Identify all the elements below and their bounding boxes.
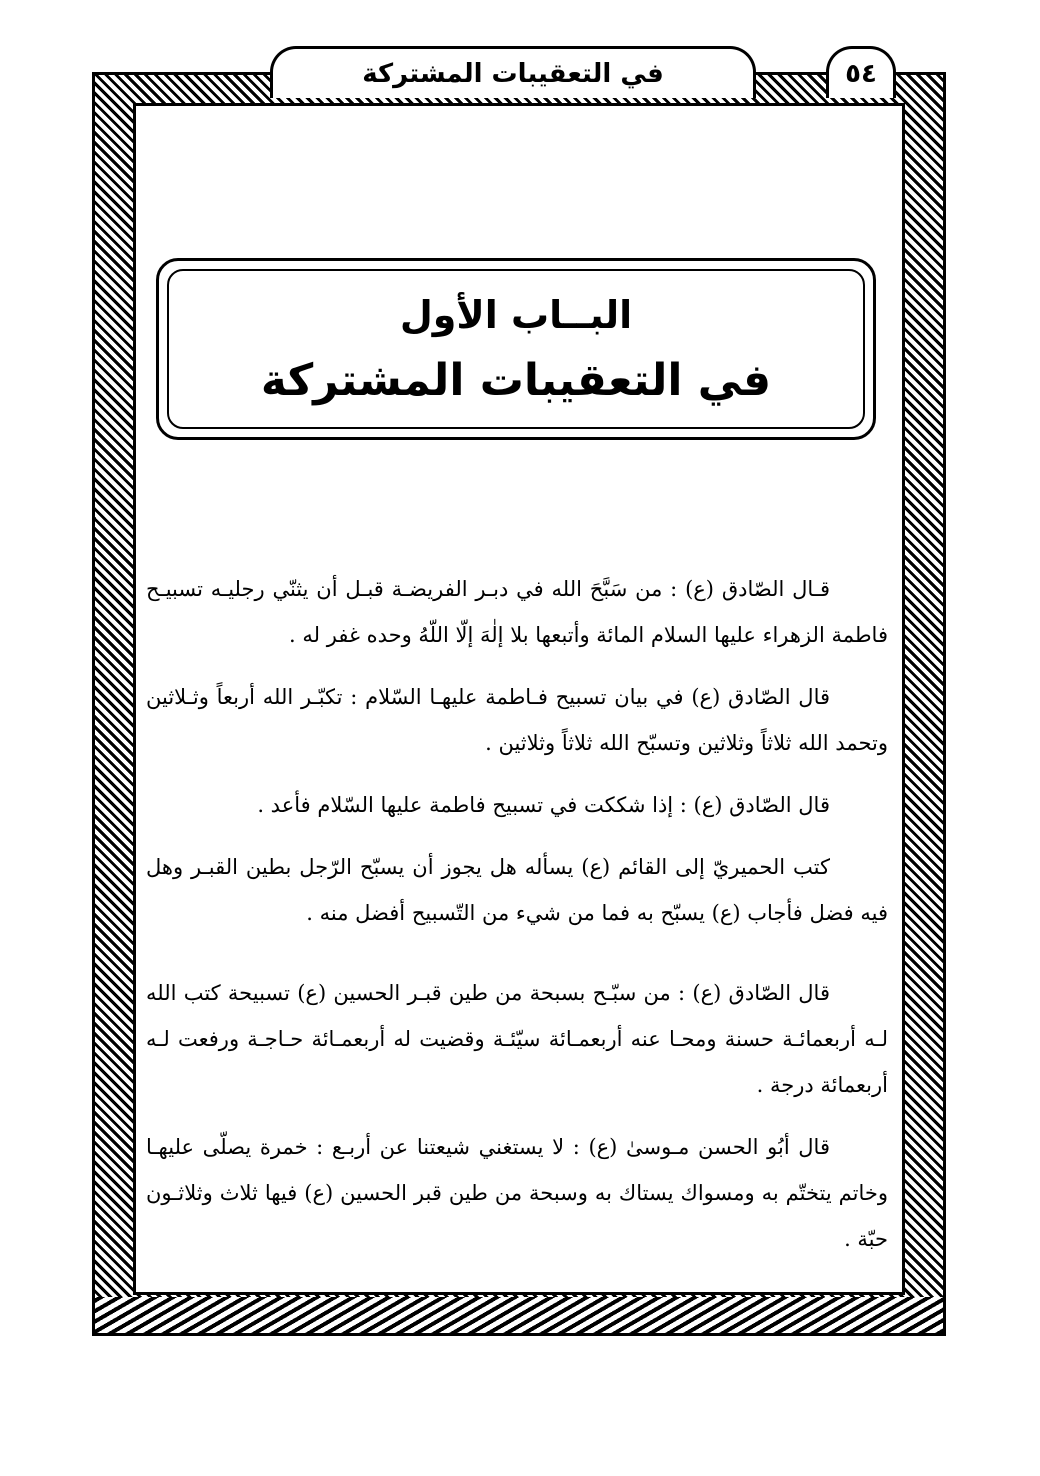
chapter-subheading: في التعقيبات المشتركة	[260, 354, 772, 406]
page-number: ٥٤	[826, 46, 896, 98]
paragraph: قال الصّادق (ع) : إذا شككت في تسبيح فاطمة عليها السّلام فأعد .	[257, 793, 830, 817]
chapter-title-inner-frame	[167, 269, 865, 429]
paragraph: قال أبُو الحسن مـوسىٰ (ع) : لا يستغني شيعتنا عن أربـع : خمرة يصلّى عليهـا وخاتم يتختّم به ومسواك يستاك به وسبحة من طين قبر الحسين (ع) فيها ثلاث وثلاثـون حبّة .	[146, 1135, 888, 1251]
paragraph: قال الصّادق (ع) في بيان تسبيح فـاطمة عليهـا السّلام : تكبّـر الله أربعاً وثـلاثين وتحمد الله ثلاثاً وثلاثين وتسبّح الله ثلاثاً وثلاثين .	[146, 685, 888, 755]
paragraph: قال الصّادق (ع) : من سبّـح بسبحة من طين قبـر الحسين (ع) تسبيحة كتب الله لـه أربعمائـة حسنة ومحـا عنه أربعمـائة سيّئـة وقضيت له أربعمـائة حـاجـة ورفعت لـه أربعمائة درجة .	[146, 981, 888, 1097]
ornamental-bottom-strip	[95, 1297, 943, 1333]
body-text	[146, 566, 888, 1278]
paragraph: قـال الصّادق (ع) : من سَبَّحَ الله في دبـر الفريضـة قبـل أن يثنّي رجليـه تسبيـح فاطمة الزهراء عليها السلام المائة وأتبعها بلا إلٰهَ إلّا اللّهُ وحده غفر له .	[146, 577, 888, 647]
chapter-title-box	[156, 258, 876, 440]
running-header-title: في التعقيبات المشتركة	[270, 46, 756, 98]
paragraph: كتب الحميريّ إلى القائم (ع) يسأله هل يجوز أن يسبّح الرّجل بطين القبـر وهل فيه فضل فأجاب (ع) يسبّح به فما من شيء من التّسبيح أفضل منه .	[146, 855, 888, 925]
chapter-heading: البــاب الأول	[399, 292, 633, 337]
